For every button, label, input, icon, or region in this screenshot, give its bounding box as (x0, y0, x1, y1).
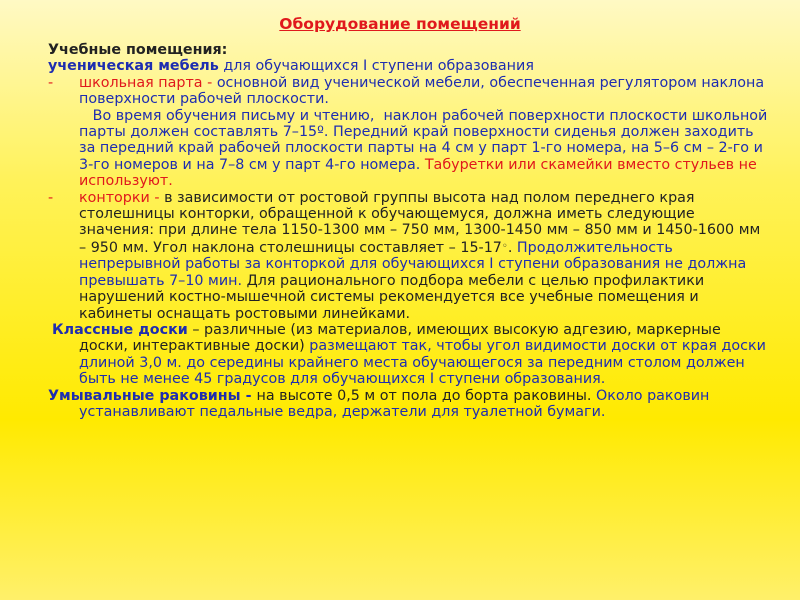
boards-term: Классные доски (52, 321, 188, 338)
desk-para2: Во время обучения письму и чтению, наклон рабочей поверхности плоскости школьной парты должен составлять 7–15º. Передний край поверхности сиденья должен заходить за передний край рабочей плоскости парты на 4 см у парт 1-го номера, на 5–6 см – 2-го и 3-го номеров и на 7–8 см у парт 4-го номера. (79, 107, 772, 173)
sinks-text2: Около раковин устанавливают педальные ведра, держатели для туалетной бумаги. (79, 387, 710, 420)
furniture-line (48, 58, 770, 74)
boards-paragraph (48, 322, 770, 388)
kontorka-recommendation: Для рационального подбора мебели с целью профилактики нарушений костно-мышечной системы рекомендуется все учебные помещения и кабинеты оснащать ростовыми линейками. (79, 272, 705, 322)
sinks-paragraph (48, 388, 770, 421)
desk-body (79, 75, 770, 108)
furniture-rest: для обучающихся I ступени образования (218, 58, 534, 75)
kontorka-body (79, 190, 770, 322)
kontorka-bullet (48, 190, 770, 322)
kontorka-degree: ◦ (501, 240, 508, 252)
sinks-term: Умывальные раковины - (48, 387, 257, 404)
desk-term: школьная парта - (79, 74, 217, 91)
sinks-text: на высоте 0,5 м от пола до борта раковины. (256, 387, 592, 404)
kontorka-term: конторки - (79, 189, 165, 206)
slide-content (48, 42, 770, 420)
desk-dash: - (48, 74, 54, 91)
boards-placement: размещают так, чтобы угол видимости доски от края доски длиной 3,0 м. до середины крайнего места обучающегося за передним столом должен быть не менее 45 градусов для обучающихся I ступени образования. (79, 338, 766, 388)
desk-bullet (48, 75, 770, 108)
desk-paragraph (48, 108, 770, 190)
desk-warning: Табуретки или скамейки вместо стульев не используют. (79, 156, 762, 190)
furniture-term: ученическая мебель (48, 58, 219, 75)
slide-title: Оборудование помещений (279, 15, 521, 33)
section-heading: Учебные помещения: (48, 42, 228, 58)
kontorka-text: в зависимости от ростовой группы высота над полом переднего края столешницы конторки, обращенной к обучающемуся, должна иметь следующие значения: при длине тела 1150-1300 мм – 750 мм, 1300-1450 мм – 850 мм и 1450-1600 мм – 950 мм. Угол наклона столешницы составляет – 15-17 (79, 189, 761, 256)
kontorka-dash: - (48, 189, 54, 206)
kontorka-duration: Продолжительность непрерывной работы за конторкой для обучающихся I ступени образования не должна превышать 7–10 мин. (79, 239, 747, 289)
desk-text: основной вид ученической мебели, обеспеченная регулятором наклона поверхности рабочей плоскости. (79, 74, 765, 108)
kontorka-dot: . (507, 239, 513, 256)
boards-text: – различные (из материалов, имеющих высокую адгезию, маркерные доски, интерактивные доски) (79, 321, 721, 355)
